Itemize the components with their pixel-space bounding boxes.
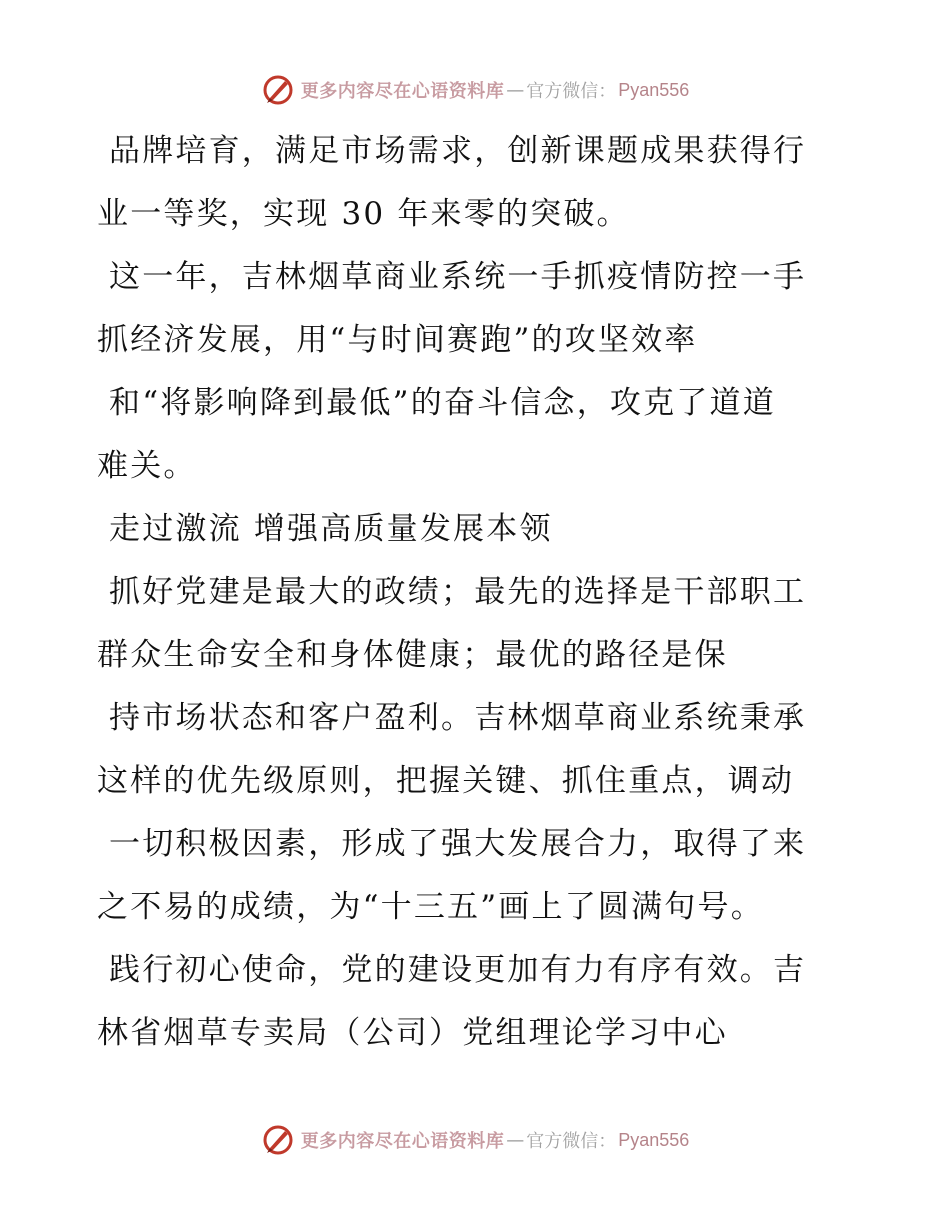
text-line: 林省烟草专卖局（公司）党组理论学习中心 bbox=[97, 1015, 728, 1051]
watermark-contact-id: Pyan556 bbox=[618, 1129, 690, 1150]
text-line: 和“将影响降到最低”的奋斗信念，攻克了道道 bbox=[109, 385, 776, 421]
text-line: 这一年，吉林烟草商业系统一手抓疫情防控一手 bbox=[109, 259, 807, 295]
text-line: 群众生命安全和身体健康；最优的路径是保 bbox=[97, 637, 728, 673]
quill-logo-icon bbox=[261, 73, 295, 107]
watermark-dash: — bbox=[506, 1129, 525, 1151]
text-line: 这样的优先级原则，把握关键、抓住重点，调动 bbox=[97, 763, 795, 799]
text-line: 业一等奖，实现 30 年来零的突破。 bbox=[97, 196, 630, 232]
text-line: 一切积极因素，形成了强大发展合力，取得了来 bbox=[109, 826, 807, 862]
text-line: 之不易的成绩，为“十三五”画上了圆满句号。 bbox=[97, 889, 764, 925]
text-line: 走过激流 增强高质量发展本领 bbox=[109, 511, 553, 547]
document-body bbox=[97, 120, 832, 1065]
quill-logo-icon bbox=[261, 1123, 295, 1157]
text-line: 品牌培育，满足市场需求，创新课题成果获得行 bbox=[109, 133, 807, 169]
text-line: 践行初心使命，党的建设更加有力有序有效。吉 bbox=[109, 952, 807, 988]
text-line: 持市场状态和客户盈利。吉林烟草商业系统秉承 bbox=[109, 700, 807, 736]
text-line: 难关。 bbox=[97, 448, 197, 484]
watermark-banner-top bbox=[0, 70, 950, 110]
watermark-contact-id: Pyan556 bbox=[618, 79, 690, 100]
text-line: 抓好党建是最大的政绩；最先的选择是干部职工 bbox=[109, 574, 807, 610]
watermark-slogan: 更多内容尽在心语资料库 bbox=[300, 81, 505, 102]
text-line: 抓经济发展，用“与时间赛跑”的攻坚效率 bbox=[97, 322, 698, 358]
watermark-banner-bottom bbox=[0, 1120, 950, 1160]
watermark-contact-label: 官方微信： bbox=[526, 81, 617, 102]
watermark-slogan: 更多内容尽在心语资料库 bbox=[300, 1131, 505, 1152]
watermark-contact-label: 官方微信： bbox=[526, 1131, 617, 1152]
watermark-dash: — bbox=[506, 79, 525, 101]
